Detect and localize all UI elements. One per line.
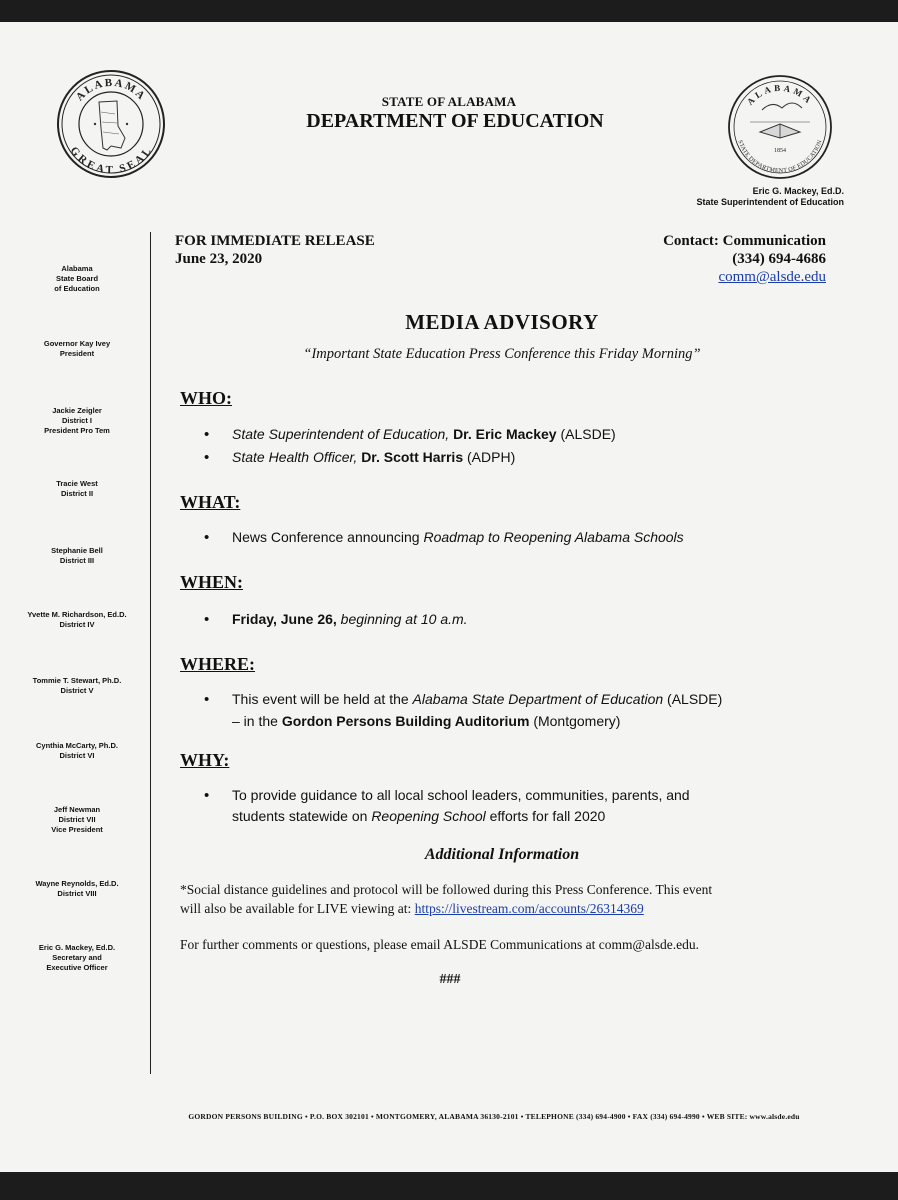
board-line: Eric G. Mackey, Ed.D. [38, 943, 116, 952]
state-heading: STATE OF ALABAMA [381, 94, 517, 109]
board-entry [14, 879, 140, 899]
who-item-health-officer [232, 447, 515, 468]
why-item-line1: To provide guidance to all local school leaders, communities, parents, and [232, 787, 690, 803]
release-label: FOR IMMEDIATE RELEASE [175, 233, 375, 249]
seal-right-bottom-text: STATE DEPARTMENT OF EDUCATION [736, 139, 824, 175]
footer-address: GORDON PERSONS BUILDING • P.O. BOX 302101 • MONTGOMERY, ALABAMA 36130-2101 • TELEPHONE (334) 694-4900 • FAX (334) 694-4990 • WEB SITE: www.alsde.edu [188, 1112, 800, 1121]
bottom-bar [0, 1172, 898, 1200]
what-item [232, 527, 684, 548]
why-italic: Reopening School [371, 808, 486, 824]
where-abbrev: (ALSDE) [667, 691, 723, 707]
board-line: of Education [54, 284, 100, 293]
additional-info-paragraph [180, 880, 712, 918]
seal-right-year: 1854 [774, 148, 786, 154]
role-text: State Health Officer, [232, 449, 358, 465]
when-heading: WHEN: [180, 572, 243, 592]
board-line: Alabama [61, 264, 93, 273]
board-line: District VIII [57, 889, 97, 898]
para-text: will also be available for LIVE viewing at: [180, 901, 412, 916]
board-line: District II [60, 489, 94, 498]
board-line: District VI [59, 751, 95, 760]
end-mark: ### [439, 972, 461, 987]
superintendent-title: State Superintendent of Education [696, 197, 844, 207]
release-block [175, 232, 375, 268]
when-item [232, 609, 468, 630]
bullet-icon: • [204, 691, 210, 708]
board-line: President Pro Tem [44, 426, 110, 435]
bullet-icon: • [204, 426, 210, 443]
contact-block [663, 232, 826, 286]
where-text: – in the [232, 713, 278, 729]
org-text: (ADPH) [467, 449, 516, 465]
what-heading: WHAT: [180, 492, 241, 512]
board-line: Secretary and [52, 953, 102, 962]
seal-right-top-text: ALABAMA [744, 82, 816, 107]
board-line: Executive Officer [46, 963, 108, 972]
superintendent-name: Eric G. Mackey, Ed.D. [752, 186, 844, 196]
board-line: Yvette M. Richardson, Ed.D. [27, 610, 127, 619]
board-entry [14, 805, 140, 835]
why-item-line2 [232, 806, 605, 827]
where-item-line1 [232, 689, 722, 710]
board-entry [14, 610, 140, 630]
board-entry [14, 479, 140, 499]
board-line: District V [60, 686, 94, 695]
what-text: News Conference announcing [232, 529, 420, 545]
org-text: (ALSDE) [560, 426, 616, 442]
board-line: Cynthia McCarty, Ph.D. [36, 741, 118, 750]
board-line: Jackie Zeigler [52, 406, 102, 415]
board-line: Tracie West [56, 479, 98, 488]
where-org: Alabama State Department of Education [412, 691, 664, 707]
event-time: beginning at 10 a.m. [340, 611, 468, 627]
role-text: State Superintendent of Education, [232, 426, 450, 442]
board-entry [14, 264, 140, 294]
board-entry [14, 676, 140, 696]
why-text: students statewide on [232, 808, 368, 824]
contact-email-link[interactable]: comm@alsde.edu [718, 269, 826, 285]
board-line: Wayne Reynolds, Ed.D. [35, 879, 119, 888]
board-line: State Board [55, 274, 99, 283]
person-name: Dr. Scott Harris [361, 449, 464, 465]
board-line: President [59, 349, 95, 358]
board-line: District IV [59, 620, 95, 629]
board-line: Vice President [51, 825, 103, 834]
contact-label: Contact: Communication [663, 233, 826, 249]
board-line: Tommie T. Stewart, Ph.D. [32, 676, 122, 685]
para-line [180, 899, 712, 918]
where-item-line2 [232, 711, 620, 732]
board-line: District III [59, 556, 95, 565]
contact-phone: (334) 694-4686 [732, 251, 826, 267]
board-entry [14, 546, 140, 566]
why-end: efforts for fall 2020 [489, 808, 606, 824]
roadmap-title: Roadmap to Reopening Alabama Schools [423, 529, 684, 545]
where-venue: Gordon Persons Building Auditorium [281, 713, 530, 729]
superintendent-block [696, 186, 844, 208]
who-heading: WHO: [180, 388, 232, 408]
board-line: District I [61, 416, 92, 425]
board-entry [14, 741, 140, 761]
additional-info-heading: Additional Information [424, 846, 580, 863]
bullet-icon: • [204, 787, 210, 804]
advisory-subtitle: “Important State Education Press Conference this Friday Morning” [303, 346, 701, 362]
who-item-superintendent [232, 424, 616, 445]
advisory-title: MEDIA ADVISORY [405, 310, 599, 334]
board-entry [14, 943, 140, 973]
board-line: Governor Kay Ivey [43, 339, 111, 348]
livestream-link[interactable]: https://livestream.com/accounts/26314369 [414, 901, 644, 916]
board-line: Jeff Newman [53, 805, 101, 814]
svg-text:GREAT SEAL [68, 145, 155, 177]
bullet-icon: • [204, 449, 210, 466]
person-name: Dr. Eric Mackey [453, 426, 557, 442]
where-heading: WHERE: [180, 654, 256, 674]
top-bar [0, 0, 898, 22]
bullet-icon: • [204, 611, 210, 628]
board-line: District VII [58, 815, 96, 824]
board-entry [14, 406, 140, 436]
event-date: Friday, June 26, [232, 611, 337, 627]
where-city: (Montgomery) [533, 713, 621, 729]
release-date: June 23, 2020 [175, 251, 263, 267]
where-text: This event will be held at the [232, 691, 409, 707]
why-heading: WHY: [180, 750, 230, 770]
bullet-icon: • [204, 529, 210, 546]
para-line: *Social distance guidelines and protocol will be followed during this Press Conference. This event [180, 882, 713, 897]
further-comments-paragraph: For further comments or questions, please email ALSDE Communications at comm@alsde.edu. [180, 937, 699, 952]
seal-left-bottom-text: GREAT SEAL [67, 144, 155, 177]
board-line: Stephanie Bell [51, 546, 103, 555]
department-heading: DEPARTMENT OF EDUCATION [306, 110, 604, 132]
seal-left-top-text: ALABAMA [73, 76, 149, 104]
